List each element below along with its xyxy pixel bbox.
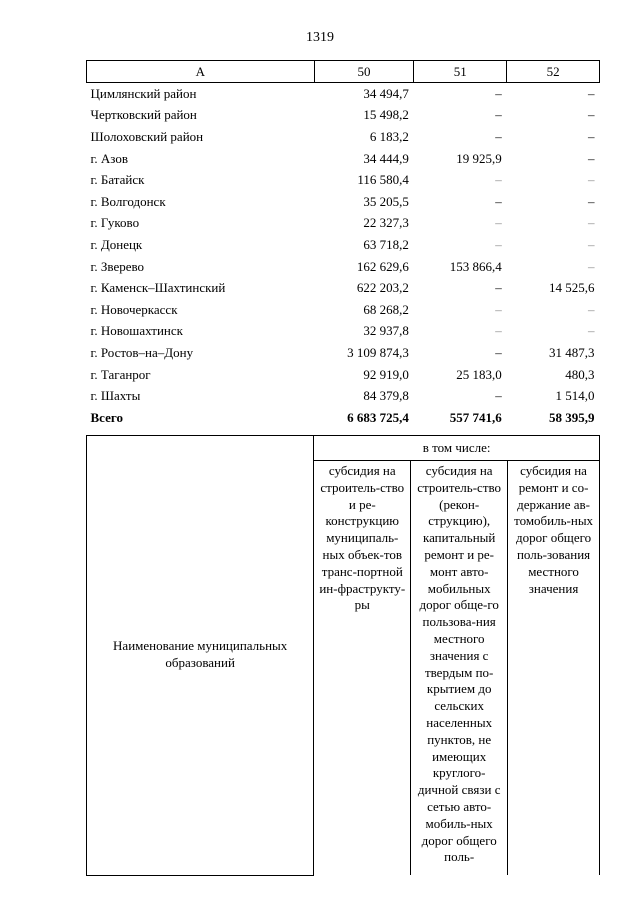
value-cell: 480,3 (565, 366, 595, 382)
table-row (87, 105, 600, 127)
value-cell: 557 741,6 (449, 409, 502, 425)
table-row (87, 385, 600, 407)
municipality-name: г. Волгодонск (90, 193, 166, 209)
value-cell: – (588, 172, 595, 188)
table-body (87, 83, 600, 429)
value-cell: – (588, 258, 595, 274)
budget-table (86, 60, 600, 429)
value-cell: – (495, 323, 502, 339)
value-cell: – (588, 323, 595, 339)
value-cell: – (495, 107, 502, 123)
value-cell: – (495, 85, 502, 101)
table-row (87, 342, 600, 364)
value-cell: – (495, 172, 502, 188)
value-cell: 32 937,8 (363, 323, 409, 339)
municipality-name: г. Азов (90, 150, 128, 166)
value-cell: – (495, 301, 502, 317)
table-row (87, 83, 600, 105)
municipality-name: г. Каменск–Шахтинский (90, 280, 226, 296)
total-row (87, 407, 600, 429)
value-cell: 35 205,5 (363, 193, 409, 209)
municipality-name: г. Шахты (90, 388, 141, 404)
table-row (87, 299, 600, 321)
value-cell: – (495, 388, 502, 404)
table-row (87, 364, 600, 386)
value-cell: – (588, 128, 595, 144)
value-cell: – (495, 128, 502, 144)
value-cell: – (588, 301, 595, 317)
table-row (87, 213, 600, 235)
value-cell: 14 525,6 (549, 280, 595, 296)
value-cell: – (588, 85, 595, 101)
value-cell: 162 629,6 (356, 258, 409, 274)
table-header-row (87, 61, 600, 83)
table-row (87, 256, 600, 278)
value-cell: 63 718,2 (363, 236, 409, 252)
municipality-name: г. Донецк (90, 236, 143, 252)
value-cell: 58 395,9 (549, 409, 595, 425)
value-cell: – (495, 215, 502, 231)
value-cell: – (588, 193, 595, 209)
value-cell: – (495, 193, 502, 209)
header-cell: А (87, 61, 315, 83)
value-cell: – (588, 236, 595, 252)
table-row (87, 148, 600, 170)
municipality-name: г. Новочеркасск (90, 301, 178, 317)
municipality-name: г. Ростов–на–Дону (90, 344, 194, 360)
name-column-header: Наименование муниципальных образований (87, 436, 314, 876)
value-cell: 25 183,0 (456, 366, 502, 382)
subsidy-header-3: субсидия на ремонт и со-держание ав-томобиль-ных дорог общего поль-зования местного значения (508, 461, 600, 876)
municipality-name: Всего (90, 409, 123, 425)
header-table (86, 435, 600, 876)
municipality-name: Шолоховский район (90, 128, 204, 144)
page-number: 1319 (306, 30, 334, 45)
value-cell: 622 203,2 (356, 280, 409, 296)
including-header: в том числе: (314, 436, 600, 461)
table-row (87, 126, 600, 148)
header-cell: 51 (414, 61, 507, 83)
municipality-name: Чертковский район (90, 107, 197, 123)
value-cell: – (588, 107, 595, 123)
value-cell: 15 498,2 (363, 107, 409, 123)
value-cell: – (495, 236, 502, 252)
value-cell: 22 327,3 (363, 215, 409, 231)
value-cell: 92 919,0 (363, 366, 409, 382)
municipality-name: Цимлянский район (90, 85, 197, 101)
subsidy-header-1: субсидия на строитель-ство и ре-конструкцию муниципаль-ных объек-тов транс-портной ин-фраструкту-ры (314, 461, 411, 876)
value-cell: 19 925,9 (456, 150, 502, 166)
table-row (87, 234, 600, 256)
header-cell: 50 (314, 61, 414, 83)
header-cell: 52 (507, 61, 600, 83)
value-cell: 6 183,2 (369, 128, 409, 144)
value-cell: 6 683 725,4 (347, 409, 409, 425)
value-cell: – (495, 344, 502, 360)
table-row (87, 191, 600, 213)
subsidy-header-2: субсидия на строитель-ство (рекон-струкцию), капитальный ремонт и ре-монт авто-мобильных дорог обще-го пользова-ния местного значения с твердым по-крытием до сельских населенных пунктов, не имеющих круглого-дичной связи с сетью авто-мобиль-ных дорог общего поль- (411, 461, 508, 876)
value-cell: 68 268,2 (363, 301, 409, 317)
municipality-name: г. Новошахтинск (90, 323, 183, 339)
municipality-name: г. Гуково (90, 215, 140, 231)
table-row (87, 169, 600, 191)
value-cell: 34 444,9 (363, 150, 409, 166)
value-cell: 31 487,3 (549, 344, 595, 360)
value-cell: 153 866,4 (449, 258, 502, 274)
municipality-name: г. Зверево (90, 258, 145, 274)
value-cell: – (495, 280, 502, 296)
municipality-name: г. Таганрог (90, 366, 151, 382)
value-cell: – (588, 215, 595, 231)
value-cell: 1 514,0 (555, 388, 595, 404)
table-row (87, 277, 600, 299)
value-cell: 3 109 874,3 (347, 344, 409, 360)
value-cell: 84 379,8 (363, 388, 409, 404)
value-cell: 34 494,7 (363, 85, 409, 101)
table-row (87, 321, 600, 343)
value-cell: 116 580,4 (357, 172, 409, 188)
municipality-name: г. Батайск (90, 172, 145, 188)
value-cell: – (588, 150, 595, 166)
